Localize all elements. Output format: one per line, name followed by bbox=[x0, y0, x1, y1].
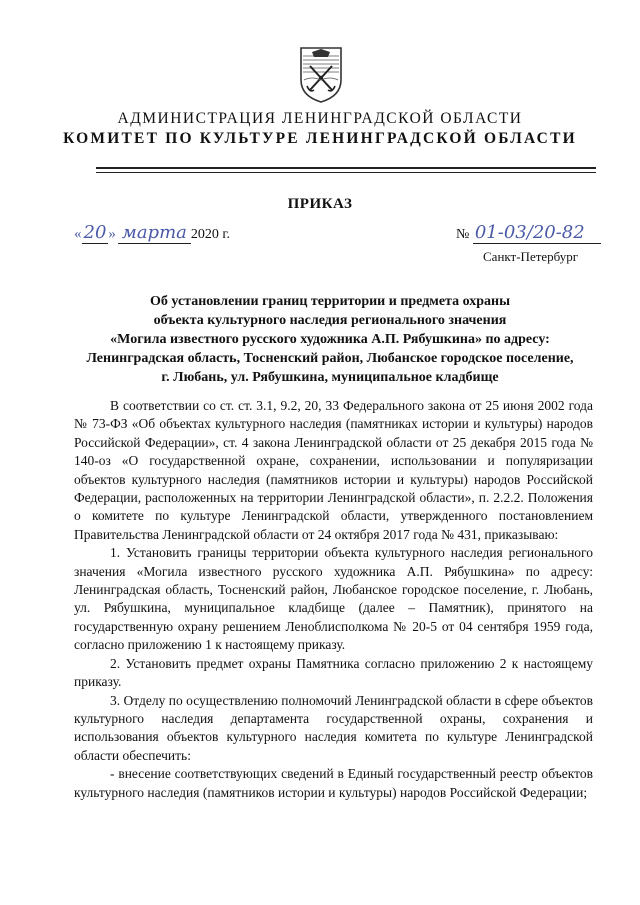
document-body bbox=[74, 397, 593, 802]
body-paragraph-preamble: В соответствии со ст. ст. 3.1, 9.2, 20, 33 Федерального закона от 25 июня 2002 года № 73-ФЗ «Об объектах культурного наследия (памятниках истории и культуры) народов Российской Федерации», ст. 4 закона Ленинградской области от 25 декабря 2015 года № 140-оз «О государственной охране, сохранении, использовании и популяризации объектов культурного наследия (памятников истории и культуры) народов Российской Федерации, расположенных на территории Ленинградской области», п. 2.2.2. Положения о комитете по культуре Ленинградской области, утвержденного постановлением Правительства Ленинградской области от 24 октября 2017 года № 431, приказываю: bbox=[74, 398, 593, 542]
body-paragraph-item-2: 2. Установить предмет охраны Памятника согласно приложению 2 к настоящему приказу. bbox=[74, 655, 593, 690]
subject-line: г. Любань, ул. Рябушкина, муниципальное кладбище bbox=[161, 370, 499, 385]
body-paragraph-item-3: 3. Отделу по осуществлению полномочий Ленинградской области в сфере объектов культурного наследия департамента государственной охраны, сохранения и использования объектов культурного наследия комитета по культуре Ленинградской области обеспечить: bbox=[74, 692, 593, 763]
date-month-handwritten: марта bbox=[118, 222, 191, 244]
subject-line: объекта культурного наследия регионального значения bbox=[153, 313, 507, 328]
header-divider-thin bbox=[96, 172, 596, 173]
document-city: Санкт-Петербург bbox=[483, 249, 579, 264]
body-paragraph-item-3-sub: - внесение соответствующих сведений в Единый государственный реестр объектов культурного наследия (памятников истории и культуры) народов Российской Федерации; bbox=[74, 766, 593, 800]
org-name-administration: АДМИНИСТРАЦИЯ ЛЕНИНГРАДСКОЙ ОБЛАСТИ bbox=[117, 110, 523, 127]
subject-line: Ленинградская область, Тосненский район, Любанское городское поселение, bbox=[86, 351, 574, 366]
subject-line: Об установлении границ территории и предмета охраны bbox=[149, 294, 511, 309]
body-paragraph-item-1: 1. Установить границы территории объекта культурного наследия регионального значения «Могила известного русского художника А.П. Рябушкина» по адресу: Ленинградская область, Тосненский район, Любанское городское поселение, г. Любань, ул. Рябушкина, муниципальное кладбище (далее – Памятник), принятого на государственную охрану решением Леноблисполкома № 20-5 от 04 сентября 1959 года, согласно приложению 1 к настоящему приказу. bbox=[74, 545, 593, 653]
document-number bbox=[456, 222, 601, 243]
header-divider-thick bbox=[96, 167, 596, 169]
number-prefix: № bbox=[456, 227, 470, 242]
subject-line: «Могила известного русского художника А.П. Рябушкина» по адресу: bbox=[110, 332, 550, 347]
date-close-quote: » bbox=[108, 226, 116, 242]
document-subject bbox=[60, 292, 600, 387]
date-open-quote: « bbox=[74, 226, 82, 242]
org-name-committee: КОМИТЕТ ПО КУЛЬТУРЕ ЛЕНИНГРАДСКОЙ ОБЛАСТИ bbox=[63, 130, 577, 147]
number-handwritten: 01-03/20-82 bbox=[473, 222, 601, 244]
date-day-handwritten: 20 bbox=[83, 222, 107, 243]
document-title: ПРИКАЗ bbox=[287, 196, 353, 212]
document-date bbox=[74, 222, 230, 246]
coat-of-arms-icon bbox=[298, 46, 344, 104]
date-year: 2020 г. bbox=[190, 227, 231, 242]
